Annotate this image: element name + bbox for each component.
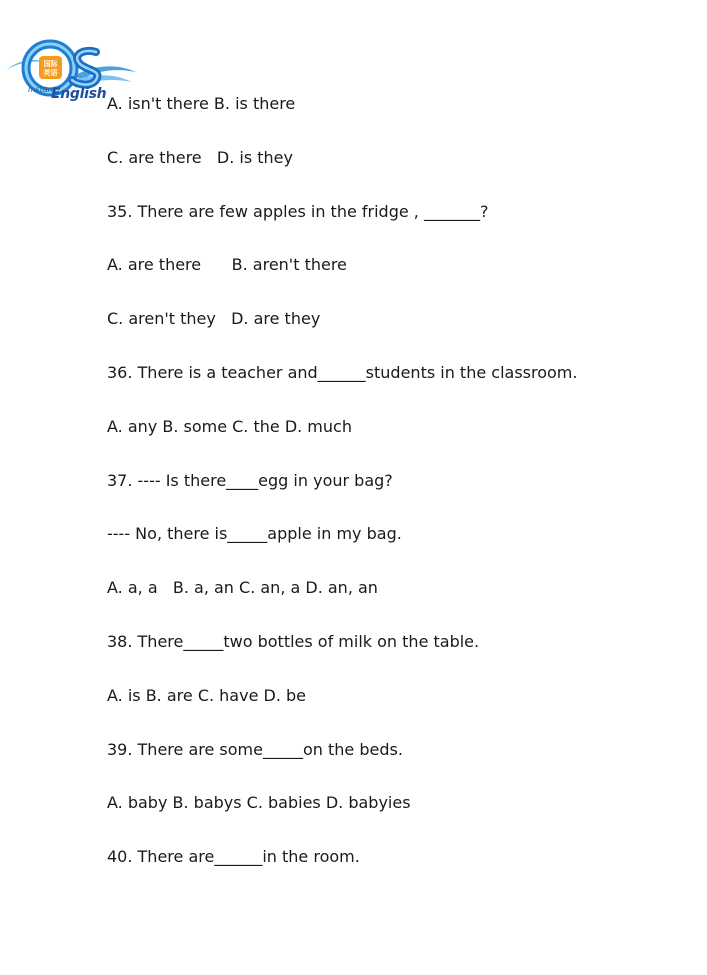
question-37-line-1: 37. ---- Is there____egg in your bag?	[107, 470, 393, 490]
question-39: 39. There are some_____on the beds.	[107, 739, 403, 759]
question-37-line-2: ---- No, there is_____apple in my bag.	[107, 524, 402, 544]
logo-badge-text-top: 国际	[43, 60, 58, 68]
answer-options-37: A. a, a B. a, an C. an, a D. an, an	[107, 578, 378, 598]
answer-options-36: A. any B. some C. the D. much	[107, 416, 352, 436]
logo-instant-label: Instant	[28, 85, 56, 94]
question-36: 36. There is a teacher and______students in the classroom.	[107, 362, 578, 382]
answer-options-38: A. is B. are C. have D. be	[107, 685, 306, 705]
logo-badge-text-bottom: 英语	[43, 69, 58, 77]
answer-options-35-cd: C. aren't they D. are they	[107, 309, 321, 329]
answer-options-34-cd: C. are there D. is they	[107, 147, 293, 167]
worksheet-content	[107, 93, 687, 900]
answer-options-34-ab: A. isn't there B. is there	[107, 94, 296, 113]
question-40: 40. There are______in the room.	[107, 847, 360, 867]
answer-options-35-ab: A. are there B. aren't there	[107, 255, 347, 275]
question-38: 38. There_____two bottles of milk on the table.	[107, 631, 480, 651]
question-35: 35. There are few apples in the fridge , _______?	[107, 201, 489, 221]
answer-options-39: A. baby B. babys C. babies D. babyies	[107, 793, 411, 813]
logo-english-label: English	[51, 86, 107, 102]
